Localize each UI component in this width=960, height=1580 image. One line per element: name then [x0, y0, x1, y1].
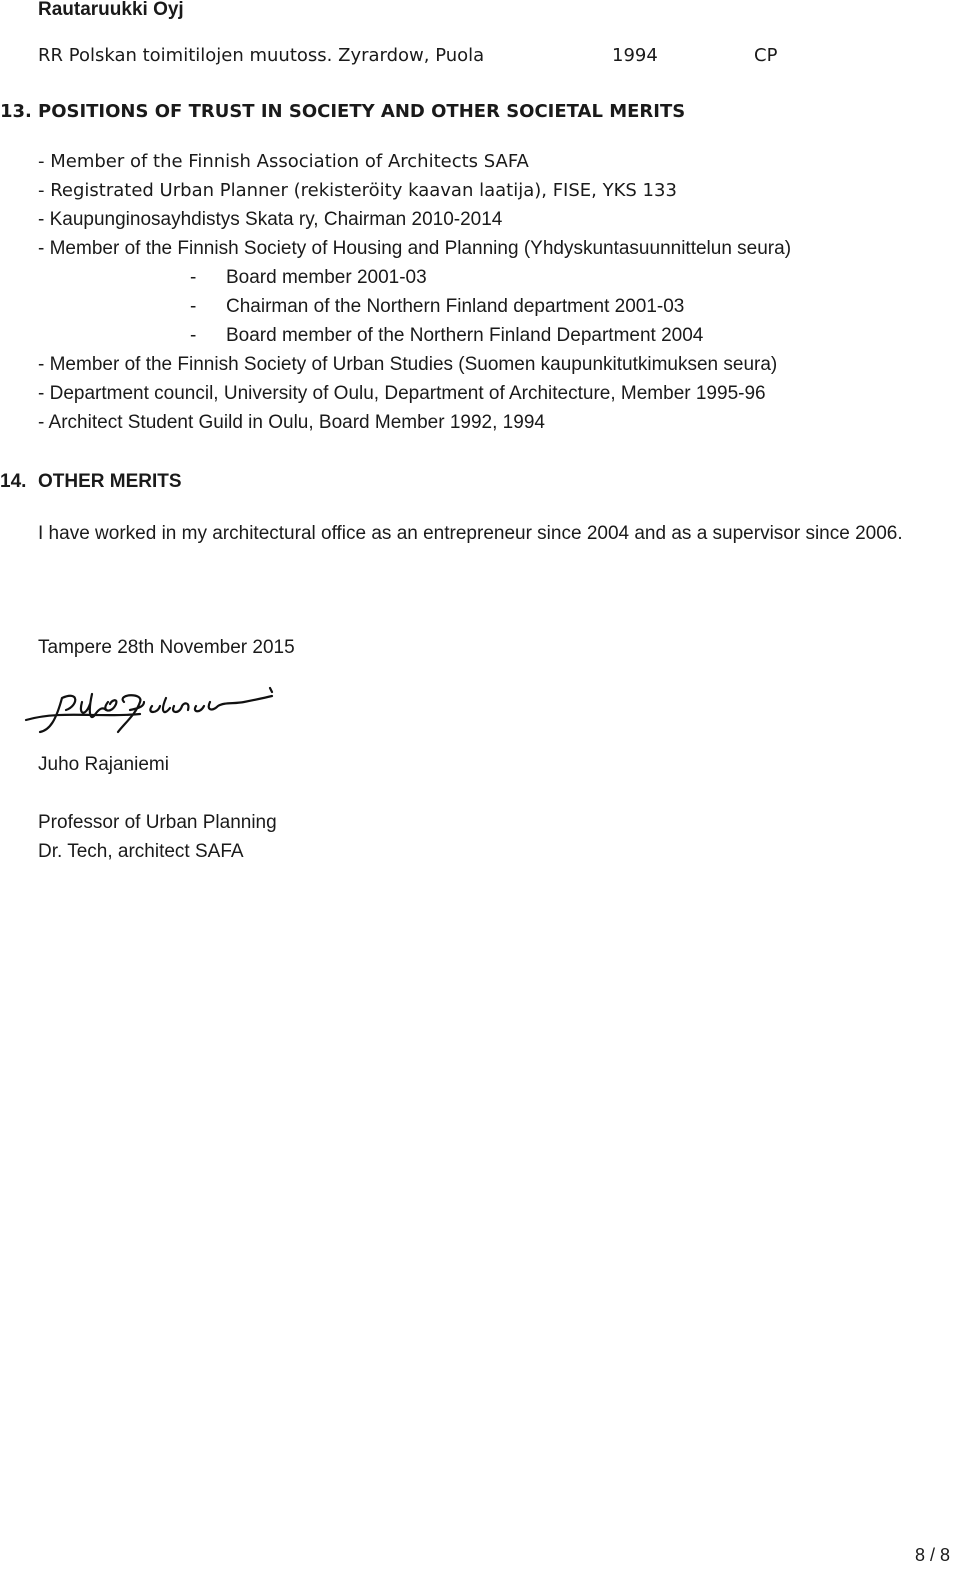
list-item: - Member of the Finnish Society of Urban Studies (Suomen kaupunkitutkimuksen seura)	[38, 354, 778, 375]
project-year: 1994	[612, 45, 658, 66]
place-date: Tampere 28th November 2015	[38, 637, 295, 658]
section-14-title: OTHER MERITS	[38, 471, 182, 492]
sub-list-item-text: Chairman of the Northern Finland department 2001-03	[226, 296, 685, 317]
section-13-number: 13.	[0, 101, 32, 122]
section-13-title: POSITIONS OF TRUST IN SOCIETY AND OTHER SOCIETAL MERITS	[38, 101, 686, 122]
list-item: - Member of the Finnish Association of Architects SAFA	[38, 151, 529, 172]
sub-list-item: - Board member of the Northern Finland Department 2004	[190, 325, 704, 346]
company-name: Rautaruukki Oyj	[38, 0, 184, 20]
signatory-degree: Dr. Tech, architect SAFA	[38, 841, 244, 862]
signatory-title: Professor of Urban Planning	[38, 812, 277, 833]
project-code: CP	[754, 45, 778, 66]
sub-list-item: - Board member 2001-03	[190, 267, 427, 288]
list-item: - Member of the Finnish Society of Housing and Planning (Yhdyskuntasuunnittelun seura)	[38, 238, 792, 259]
list-item: - Kaupunginosayhdistys Skata ry, Chairman 2010-2014	[38, 209, 503, 230]
list-item: - Architect Student Guild in Oulu, Board Member 1992, 1994	[38, 412, 545, 433]
other-merits-paragraph: I have worked in my architectural office as an entrepreneur since 2004 and as a supervisor since 2006.	[38, 523, 903, 544]
sub-list-item-text: Board member of the Northern Finland Department 2004	[226, 325, 704, 346]
signatory-name: Juho Rajaniemi	[38, 754, 169, 775]
sub-list-item-text: Board member 2001-03	[226, 267, 427, 288]
page-number: 8 / 8	[914, 1545, 950, 1565]
section-14-number: 14.	[0, 471, 27, 492]
sub-list-item: - Chairman of the Northern Finland department 2001-03	[190, 296, 685, 317]
list-item: - Registrated Urban Planner (rekisteröity kaavan laatija), FISE, YKS 133	[38, 180, 677, 201]
project-name: RR Polskan toimitilojen muutoss. Zyrardow, Puola	[38, 45, 485, 66]
signature	[20, 680, 280, 740]
list-item: - Department council, University of Oulu, Department of Architecture, Member 1995-96	[38, 383, 766, 404]
